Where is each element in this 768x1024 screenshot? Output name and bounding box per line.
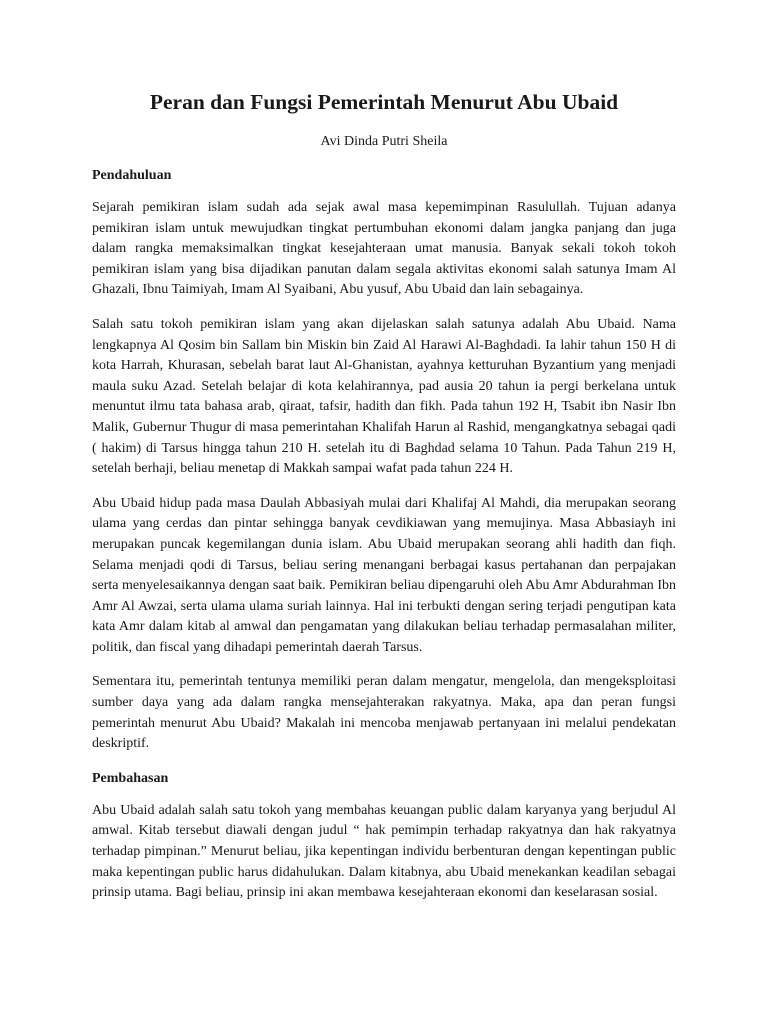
paragraph-intro-3: Abu Ubaid hidup pada masa Daulah Abbasiyah mulai dari Khalifaj Al Mahdi, dia merupakan seorang ulama yang cerdas dan pintar sehingga banyak cevdikiawan yang memujinya. Masa Abbasiayh ini merupakan puncak kegemilangan dunia islam. Abu Ubaid merupakan seorang ahli hadith dan fiqh. Selama menjadi qodi di Tarsus, beliau sering menangani berbagai kasus pertahanan dan perpajakan serta menyelesaikannya dengan saat baik. Pemikiran beliau dipengaruhi oleh Abu Amr Abdurahman Ibn Amr Al Awzai, serta ulama ulama suriah lainnya. Hal ini terbukti dengan sering terjadi pengutipan kata kata Amr dalam kitab al amwal dan pengamatan yang dilakukan beliau terhadap permasalahan militer, politik, dan fiscal yang dihadapi pemerintah daerah Tarsus. — [92, 495, 676, 655]
section-heading-pendahuluan: Pendahuluan — [92, 168, 172, 183]
document-title: Peran dan Fungsi Pemerintah Menurut Abu Ubaid — [149, 90, 619, 114]
paragraph-intro-4: Sementara itu, pemerintah tentunya memiliki peran dalam mengatur, mengelola, dan mengeksploitasi sumber daya yang ada dalam rangka mensejahterakan rakyatnya. Maka, apa dan peran fungsi pemerintah menurut Abu Ubaid? Makalah ini mencoba menjawab pertanyaan ini melalui pendekatan deskriptif. — [92, 674, 676, 752]
paragraph-intro-1: Sejarah pemikiran islam sudah ada sejak awal masa kepemimpinan Rasulullah. Tujuan adanya pemikiran islam untuk mewujudkan tingkat pertumbuhan ekonomi dalam jangka panjang dan juga dalam rangka memaksimalkan tingkat kesejahteraan umat manusia. Banyak sekali tokoh tokoh pemikiran islam yang bisa dijadikan panutan dalam segala aktivitas ekonomi salah satunya Imam Al Ghazali, Ibnu Taimiyah, Imam Al Syaibani, Abu yusuf, Abu Ubaid dan lain sebagainya. — [92, 200, 676, 298]
paragraph-discussion-1: Abu Ubaid adalah salah satu tokoh yang membahas keuangan public dalam karyanya yang berjudul Al amwal. Kitab tersebut diawali dengan judul “ hak pemimpin terhadap rakyatnya dan hak rakyatnya terhadap pimpinan.” Menurut beliau, jika kepentingan individu berbenturan dengan kepentingan public maka kepentingan public harus didahulukan. Dalam kitabnya, abu Ubaid menekankan keadilan sebagai prinsip utama. Bagi beliau, prinsip ini akan membawa kesejahteraan ekonomi dan keselarasan sosial. — [92, 802, 676, 901]
document-author: Avi Dinda Putri Sheila — [320, 134, 448, 149]
paragraph-intro-2: Salah satu tokoh pemikiran islam yang akan dijelaskan salah satunya adalah Abu Ubaid. Nama lengkapnya Al Qosim bin Sallam bin Miskin bin Zaid Al Harawi Al-Baghdadi. Ia lahir tahun 150 H di kota Harrah, Khurasan, sebelah barat laut Al-Ghanistan, ayahnya ketturuhan Byzantium yang menjadi maula suku Azad. Setelah belajar di kota kelahirannya, pad ausia 20 tahun ia pergi berkelana untuk menuntut ilmu tata bahasa arab, qiraat, tafsir, hadith dan fikh. Pada tahun 192 H, Tsabit ibn Nasir Ibn Malik, Gubernur Thugur di masa pemerintahan Khalifah Harun al Rashid, mengangkatnya sebagai qadi ( hakim) di Tarsus hingga tahun 210 H. setelah itu di Baghdad selama 10 Tahun. Pada Tahun 219 H, setelah berhaji, beliau menetap di Makkah sampai wafat pada tahun 224 H. — [92, 316, 676, 477]
section-heading-pembahasan: Pembahasan — [92, 770, 169, 786]
